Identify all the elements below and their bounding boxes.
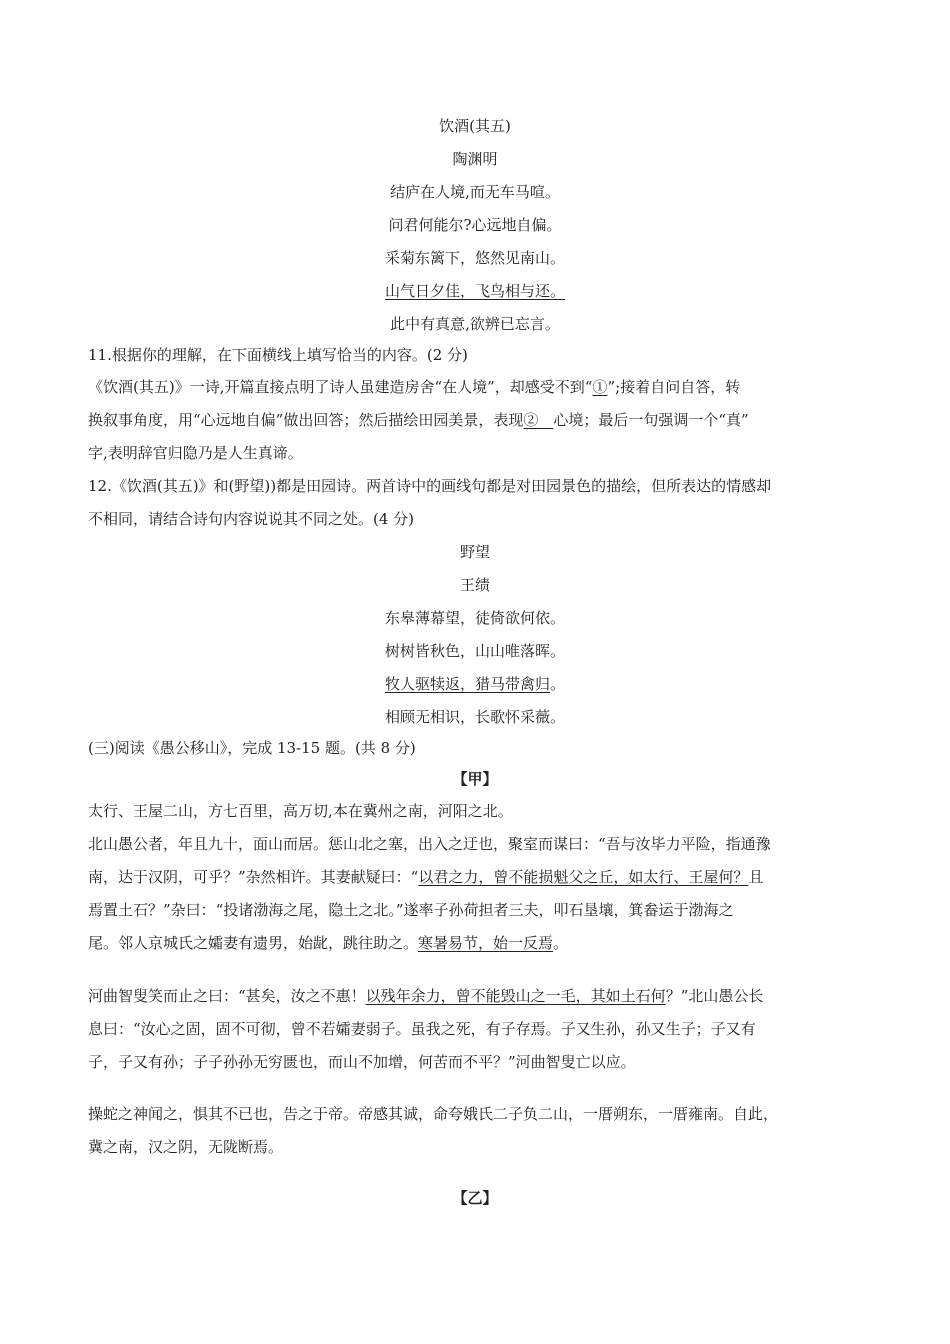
passage-p2-line-4: 尾。邻人京城氏之孀妻有遗男，始龀，跳往助之。寒暑易节，始一反焉。 (88, 934, 569, 952)
q11-blank-2: ② (523, 411, 554, 429)
passage-p2-line-1: 北山愚公者，年且九十，面山而居。惩山北之塞，出入之迂也，聚室而谋曰：“吾与汝毕力平险，指通豫 (88, 835, 771, 853)
passage-p3-line-3: 子，子又有孙；子子孙孙无穷匮也，而山不加增，何苦而不平？”河曲智叟亡以应。 (88, 1053, 636, 1071)
poem1-title: 饮酒(其五) (439, 117, 511, 135)
passage-p4-line-1: 操蛇之神闻之，惧其不已也，告之于帝。帝感其诚，命夸娥氏二子负二山，一厝朔东，一厝雍南。自此， (88, 1105, 779, 1123)
passage-p4-line-2: 冀之南，汉之阴，无陇断焉。 (88, 1138, 284, 1156)
q11-stem: 11.根据你的理解，在下面横线上填写恰当的内容。(2 分) (88, 346, 468, 364)
q11-text-line-1: 《饮酒(其五)》一诗,开篇直接点明了诗人虽建造房舍“在人境”，却感受不到“①”;接着自问自答，转 (88, 378, 741, 396)
poem2-title: 野望 (459, 543, 490, 561)
q11-blank-1: ① (592, 378, 608, 396)
poem1-line-1: 结庐在人境,而无车马喧。 (390, 183, 560, 201)
passage-p3-line-1: 河曲智叟笑而止之曰：“甚矣，汝之不惠！以残年余力，曾不能毁山之一毛，其如土石何？”北山愚公长 (88, 987, 764, 1005)
poem1-line-2: 问君何能尔?心远地自偏。 (388, 216, 562, 234)
passage-p2-line-3: 焉置土石？”杂曰：“投诸渤海之尾，隐土之北。”遂率子孙荷担者三夫，叩石垦壤，箕畚运于渤海之 (88, 901, 734, 919)
q12-stem-line-2: 不相同，请结合诗句内容说说其不同之处。(4 分) (88, 510, 415, 528)
poem2-line-3-underlined: 牧人驱犊返，猎马带禽归 (384, 675, 550, 693)
poem2-line-3: 牧人驱犊返，猎马带禽归。 (384, 675, 566, 693)
poem1-line-3: 采菊东篱下，悠然见南山。 (384, 249, 565, 267)
passage-jia-label: 【甲】 (452, 770, 498, 788)
passage-p2-underlined-2: 寒暑易节，始一反焉 (418, 934, 554, 952)
passage-p1: 太行、王屋二山，方七百里，高万切,本在冀州之南，河阳之北。 (88, 802, 513, 820)
q11-text-line-2: 换叙事角度，用“心远地自偏”做出回答；然后描绘田园美景，表现② 心境；最后一句强调一个“真” (88, 411, 749, 429)
passage-p3-line-2: 息曰：“汝心之固，固不可彻，曾不若孀妻弱子。虽我之死，有子存焉。子又生孙，孙又生子；子又有 (88, 1020, 756, 1038)
poem2-author: 王绩 (459, 576, 490, 594)
poem2-line-1: 东皋薄幕望，徒倚欲何依。 (384, 609, 565, 627)
q11-text-line-3: 字,表明辞官归隐乃是人生真谛。 (88, 444, 303, 462)
poem2-line-2: 树树皆秋色，山山唯落晖。 (384, 642, 565, 660)
passage-p3-underlined: 以残年余力，曾不能毁山之一毛，其如土石何 (365, 987, 666, 1005)
poem1-line-5: 此中有真意,欲辨已忘言。 (390, 315, 560, 333)
poem1-line-4 (0, 281, 950, 301)
poem2-line-4: 相顾无相识，长歌怀采薇。 (384, 708, 565, 726)
passage-yi-label: 【乙】 (452, 1189, 498, 1207)
q12-stem-line-1: 12.《饮酒(其五)》和(野望))都是田园诗。两首诗中的画线句都是对田园景色的描绘，但所表达的情感却 (88, 477, 772, 495)
passage-p2-underlined-1: 以君之力，曾不能损魁父之丘，如太行、王屋何？ (418, 868, 749, 886)
section3-heading: (三)阅读《愚公移山》，完成 13-15 题。(共 8 分) (88, 739, 416, 757)
poem1-line-4-underlined: 山气日夕佳，飞鸟相与还。 (384, 282, 565, 300)
poem1-author: 陶渊明 (452, 150, 498, 168)
passage-p2-line-2: 南，达于汉阴，可乎？”杂然相许。其妻献疑曰：“以君之力，曾不能损魁父之丘，如太行、王屋何？且 (88, 868, 764, 886)
